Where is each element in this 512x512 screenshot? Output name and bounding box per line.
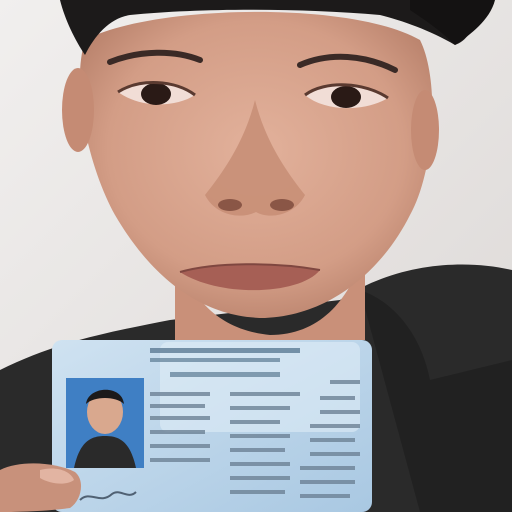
id-card: [52, 340, 372, 512]
id-card-text-line: [150, 458, 210, 462]
id-card-text-line: [230, 420, 280, 424]
id-card-header-line: [150, 348, 300, 353]
right-nostril: [270, 199, 294, 211]
id-card-text-line: [230, 448, 285, 452]
id-card-text-line: [300, 480, 355, 484]
id-card-header-line: [170, 372, 280, 377]
id-card-text-line: [230, 490, 285, 494]
right-ear: [411, 90, 439, 170]
id-card-text-line: [230, 406, 290, 410]
id-card-header-line: [150, 358, 280, 362]
id-card-text-line: [150, 430, 205, 434]
id-card-text-line: [150, 416, 210, 420]
left-nostril: [218, 199, 242, 211]
left-ear: [62, 68, 94, 152]
id-card-text-line: [150, 404, 205, 408]
id-card-text-line: [230, 392, 300, 396]
id-card-text-line: [320, 396, 355, 400]
right-pupil: [331, 86, 361, 108]
id-card-text-line: [300, 494, 350, 498]
id-card-text-line: [150, 392, 210, 396]
id-card-text-line: [310, 424, 360, 428]
id-card-text-line: [230, 434, 290, 438]
id-card-text-line: [300, 466, 355, 470]
left-pupil: [141, 83, 171, 105]
id-card-text-line: [320, 410, 360, 414]
id-card-text-line: [230, 476, 290, 480]
id-card-text-line: [310, 452, 360, 456]
id-card-text-line: [310, 438, 355, 442]
id-card-text-line: [230, 462, 290, 466]
id-card-text-line: [150, 444, 210, 448]
id-card-text-line: [330, 380, 360, 384]
